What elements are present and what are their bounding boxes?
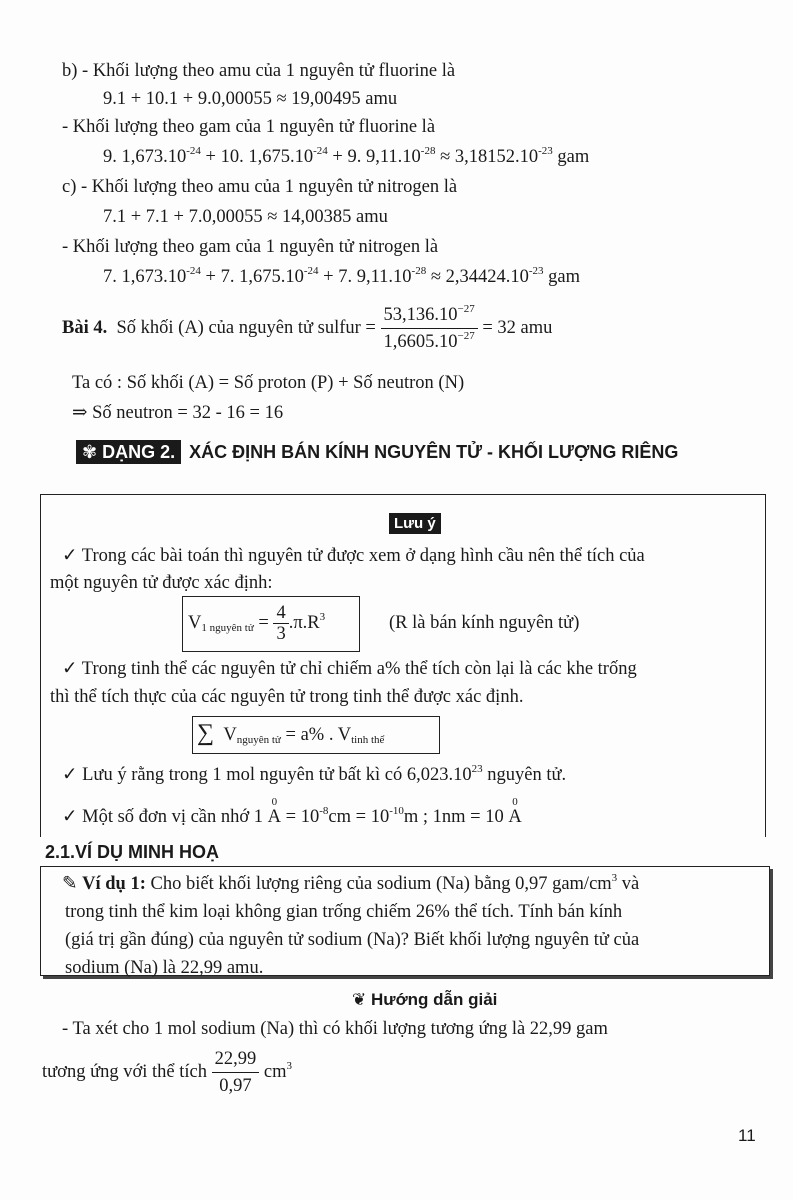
- bai4-line-3: ⇒ Số neutron = 32 - 16 = 16: [72, 403, 284, 423]
- c-line-2: 7.1 + 7.1 + 7.0,00055 ≈ 14,00385 amu: [103, 207, 388, 227]
- volume-formula: $V_{1 nguyên tử}$ = $\frac{4}{3}$ $.\pi.R^3$: [188, 603, 326, 645]
- note-p3: ✓ Lưu ý rằng trong 1 mol nguyên tử bất kì có 6,023.10$^{23}$ nguyên tử.: [62, 763, 567, 785]
- note-badge: Lưu ý: [389, 513, 441, 534]
- b-line-3: - Khối lượng theo gam của 1 nguyên tử fluorine là: [62, 117, 436, 137]
- note-p4: ✓ Một số đơn vị cần nhớ 1 0 $A = 10^{-8}cm = 10^{-10}m$ ; 1nm = 10 0 A: [62, 796, 522, 827]
- leaf-icon: ❦: [352, 990, 367, 1009]
- example-line-3: (giá trị gần đúng) của nguyên tử sodium (Na)? Biết khối lượng nguyên tử của: [65, 930, 640, 950]
- sum-formula: ∑ $V_{nguyên tử} = a\%$ . $V_{tinh thể}$: [197, 720, 385, 746]
- flower-icon: ✾: [82, 442, 103, 462]
- example-line-2: trong tinh thể kim loại không gian trống chiếm 26% thể tích. Tính bán kính: [65, 902, 623, 922]
- c-line-3: - Khối lượng theo gam của 1 nguyên tử nitrogen là: [62, 237, 439, 257]
- b-line-2: 9.1 + 10.1 + 9.0,00055 ≈ 19,00495 amu: [103, 89, 398, 109]
- dang2-badge: ✾ DẠNG 2.: [76, 440, 181, 464]
- solution-line-1: - Ta xét cho 1 mol sodium (Na) thì có khối lượng tương ứng là 22,99 gam: [62, 1019, 608, 1039]
- bai4-fraction: $\frac{53,136.10^{-27}}{1,6605.10^{-27}}$: [381, 302, 478, 355]
- pencil-icon: ✎: [62, 874, 78, 894]
- volume-formula-note: (R là bán kính nguyên tử): [389, 613, 580, 633]
- bai4-line-2: Ta có : Số khối (A) = Số proton (P) + Số neutron (N): [72, 373, 465, 393]
- solution-heading: ❦ Hướng dẫn giải: [352, 990, 498, 1009]
- note-p1-line-1: ✓ Trong các bài toán thì nguyên tử được xem ở dạng hình cầu nên thể tích của: [62, 546, 645, 566]
- bai4-label: Bài 4.: [62, 317, 108, 338]
- b-line-1: b) - Khối lượng theo amu của 1 nguyên tử fluorine là: [62, 61, 456, 81]
- solution-line-2: tương ứng với thể tích $\frac{22,99}{0,97}$ $cm^3$: [42, 1046, 292, 1099]
- note-p2-line-1: ✓ Trong tinh thể các nguyên tử chỉ chiếm a% thể tích còn lại là các khe trống: [62, 659, 637, 679]
- page-number: 11: [738, 1126, 756, 1145]
- example-line-1: ✎ Ví dụ 1: Cho biết khối lượng riêng của sodium (Na) bằng 0,97 gam/$cm^3$ và: [62, 872, 640, 894]
- bai4-line: Bài 4. Số khối (A) của nguyên tử sulfur = $\frac{53,136.10^{-27}}{1,6605.10^{-27}}$ = 32 amu: [62, 302, 552, 355]
- example-line-4: sodium (Na) là 22,99 amu.: [65, 958, 264, 978]
- dang2-header: [76, 440, 678, 464]
- section-title: 2.1.VÍ DỤ MINH HOẠ: [45, 842, 220, 862]
- c-line-4: 7. $1,673.10^{-24} + 7$. $1,675.10^{-24} + 7$. $9,11.10^{-28} \approx 2,34424.10^{-23}$ gam: [103, 265, 581, 287]
- c-line-1: c) - Khối lượng theo amu của 1 nguyên tử nitrogen là: [62, 177, 458, 197]
- note-p2-line-2: thì thể tích thực của các nguyên tử trong tinh thể được xác định.: [50, 687, 524, 707]
- note-p1-line-2: một nguyên tử được xác định:: [50, 573, 273, 593]
- dang2-title: XÁC ĐỊNH BÁN KÍNH NGUYÊN TỬ - KHỐI LƯỢNG RIÊNG: [189, 442, 679, 462]
- b-line-4: 9. $1,673.10^{-24} + 10$. $1,675.10^{-24} + 9$. $9,11.10^{-28} \approx 3,18152.10^{-23}$ gam: [103, 145, 590, 167]
